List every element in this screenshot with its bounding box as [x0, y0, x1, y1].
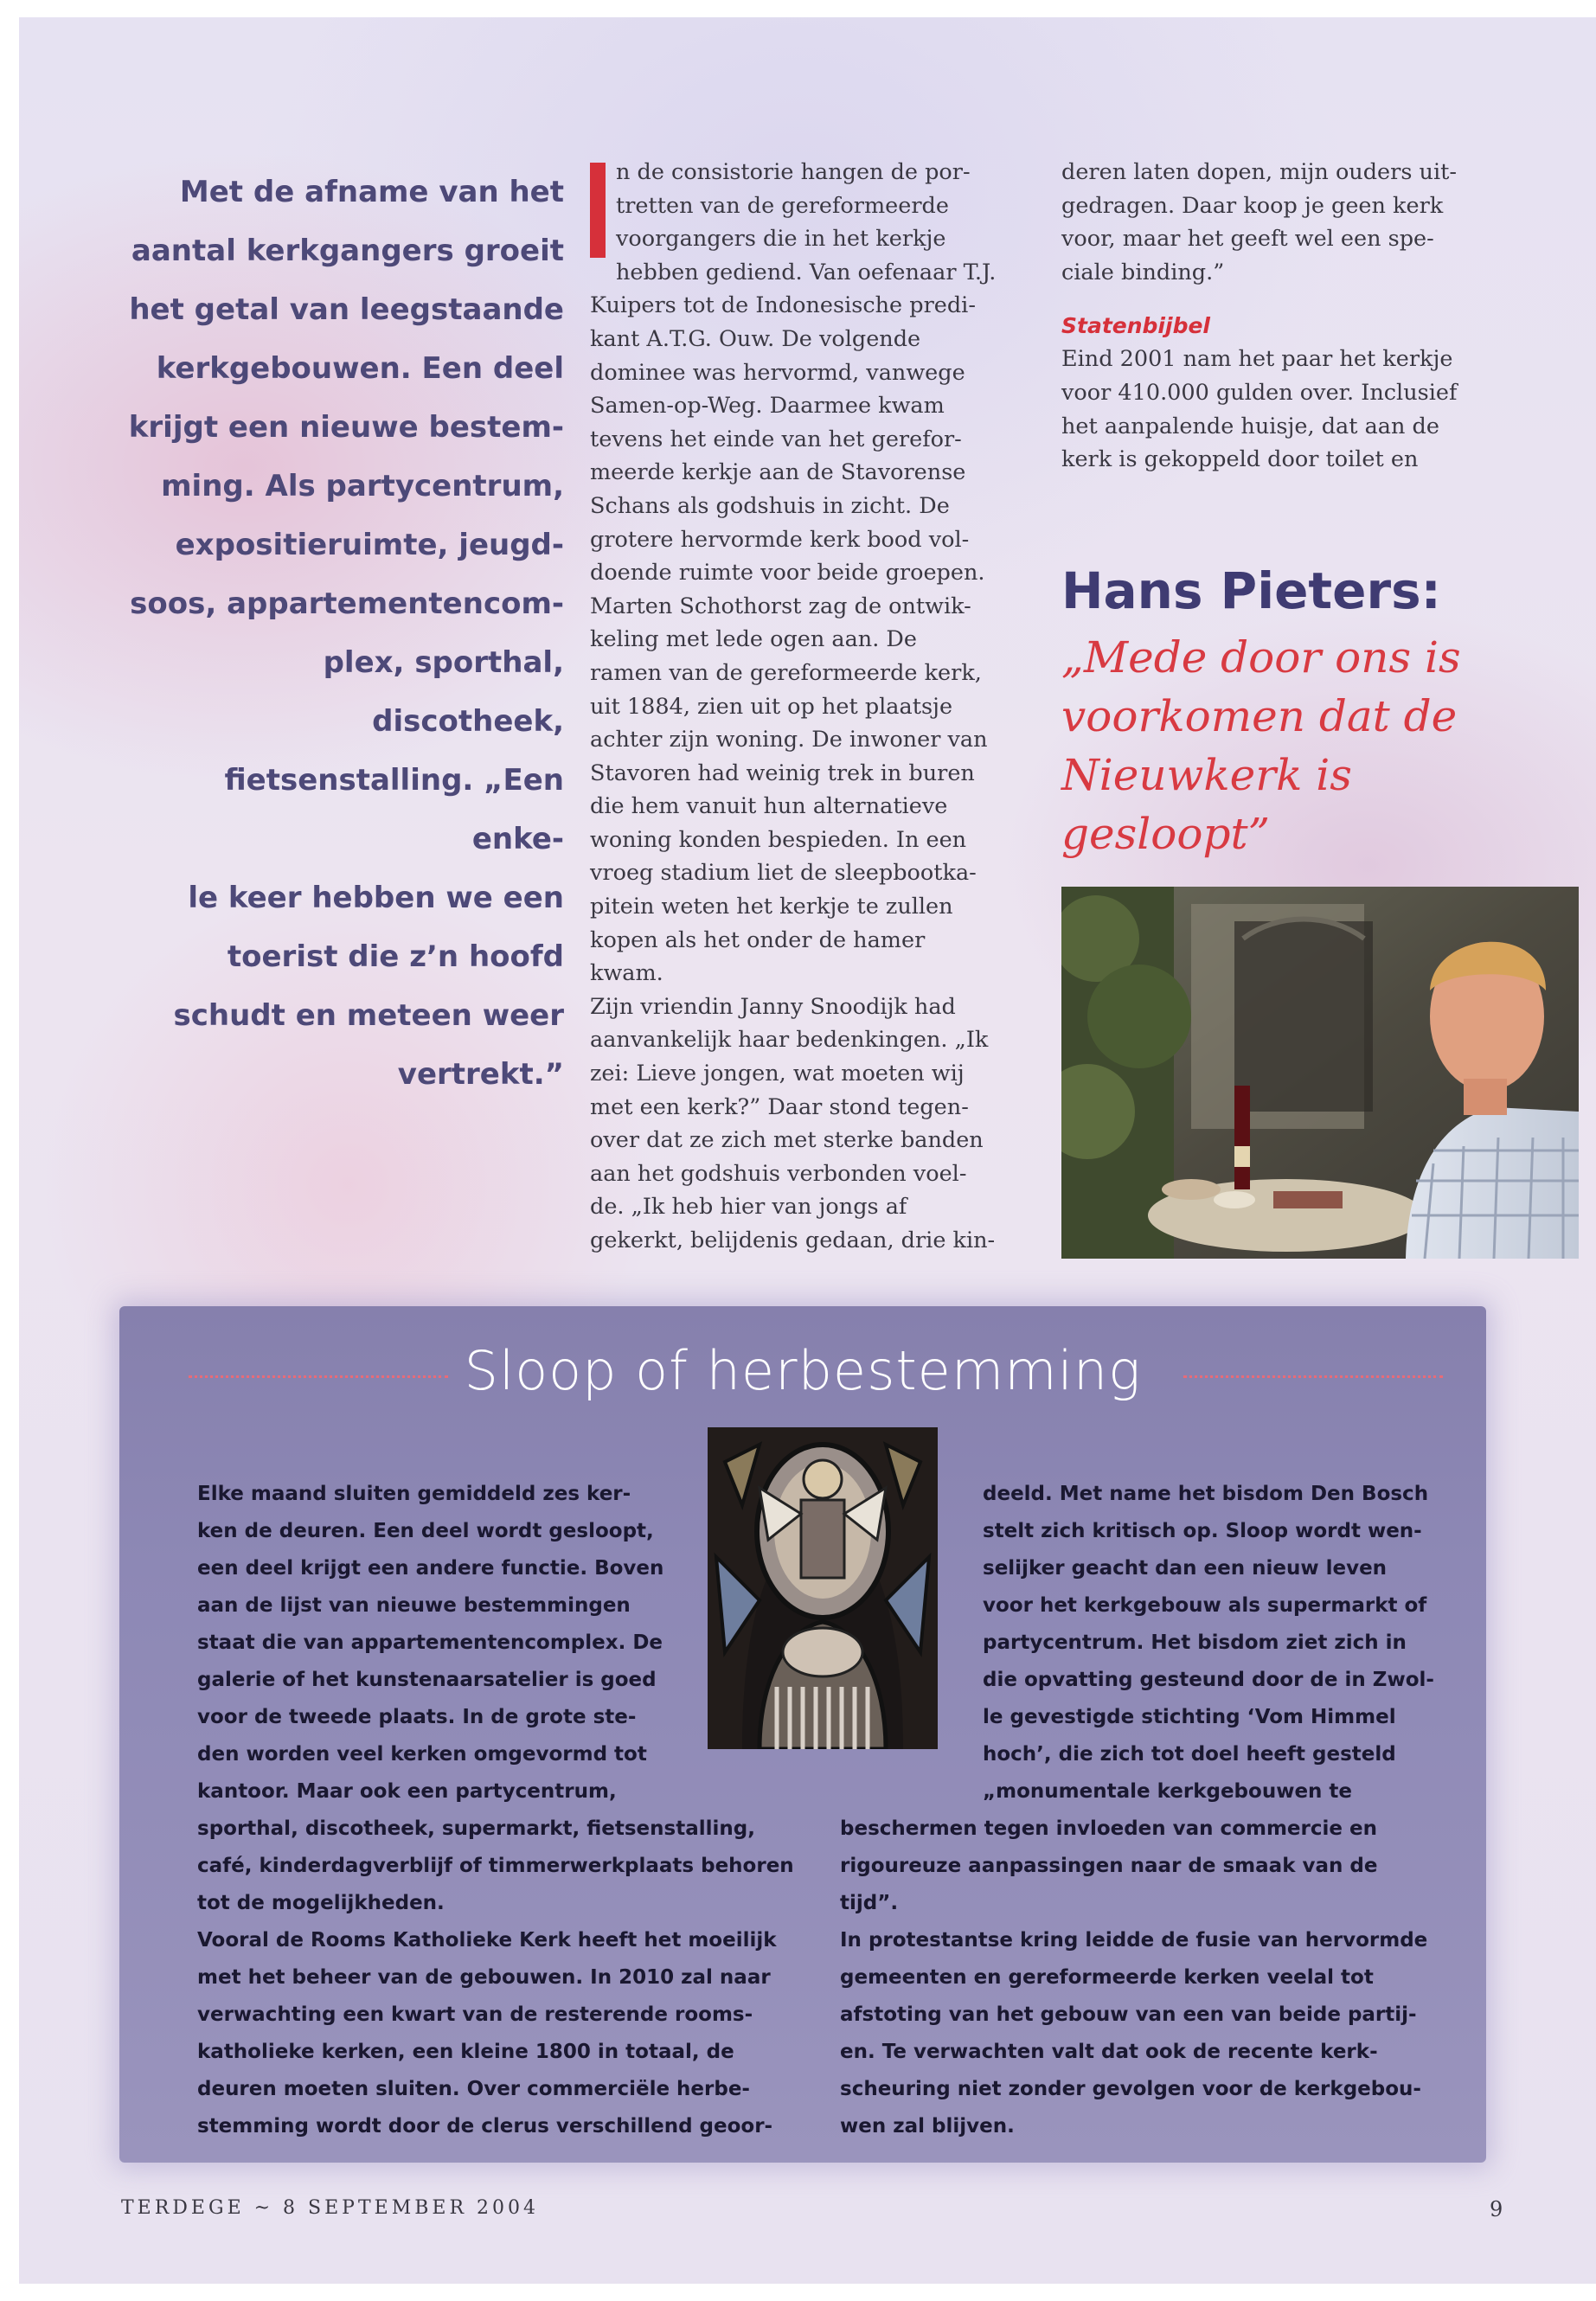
stained-glass-image [708, 1427, 938, 1749]
article-line: doende ruimte voor beide groepen. [590, 560, 985, 586]
article-column-right [1061, 156, 1546, 477]
box-line: deeld. Met name het bisdom Den Bosch [983, 1483, 1429, 1505]
article-line: keling met lede ogen aan. De [590, 626, 917, 653]
box-title: Sloop of herbestemming [464, 1339, 1142, 1402]
box-line: tot de mogelijkheden. [197, 1892, 445, 1914]
quote-line: Nieuwkerk is [1061, 750, 1352, 800]
box-line: ken de deuren. Een deel wordt gesloopt, [197, 1520, 654, 1542]
box-line: verwachting een kwart van de resterende rooms- [197, 2003, 753, 2026]
article-line: Stavoren had weinig trek in buren [590, 760, 975, 786]
pull-quote-line: fietsenstalling. „Een enke- [224, 763, 564, 856]
box-line: In protestantse kring leidde de fusie van hervormde [840, 1929, 1428, 1952]
article-line: voorgangers die in het kerkje [616, 226, 946, 253]
pull-quote-line: expositieruimte, jeugd- [175, 528, 564, 562]
article-line: de. „Ik heb hier van jongs af [590, 1194, 907, 1221]
box-line: met het beheer van de gebouwen. In 2010 zal naar [197, 1966, 771, 1989]
box-text-left-long [197, 1811, 820, 2145]
article-line: kerk is gekoppeld door toilet en [1061, 446, 1419, 473]
article-line: gedragen. Daar koop je geen kerk [1061, 192, 1444, 219]
box-line: stemming wordt door de clerus verschillend geoor- [197, 2115, 773, 2138]
pull-quote-line: krijgt een nieuwe bestem- [128, 410, 564, 445]
quote-text [1061, 628, 1580, 863]
pull-quote-line: het getal van leegstaande [129, 292, 564, 327]
box-line: „monumentale kerkgebouwen te [983, 1780, 1353, 1803]
subheading: Statenbijbel [1061, 313, 1210, 339]
article-line: ramen van de gereformeerde kerk, [590, 659, 982, 686]
box-text-right-short [983, 1476, 1467, 1811]
box-line: stelt zich kritisch op. Sloop wordt wen- [983, 1520, 1422, 1542]
article-line: kant A.T.G. Ouw. De volgende [590, 325, 921, 352]
pull-quote-line: plex, sporthal, discotheek, [323, 645, 564, 739]
pull-quote-line: Met de afname van het [179, 175, 564, 209]
box-line: een deel krijgt een andere functie. Boven [197, 1557, 664, 1580]
article-line: ciale binding.” [1061, 259, 1225, 285]
article-line: Samen-op-Weg. Daarmee kwam [590, 393, 945, 420]
article-line: voor 410.000 gulden over. Inclusief [1061, 379, 1458, 406]
article-line: achter zijn woning. De inwoner van [590, 727, 988, 753]
footer-publication: TERDEGE ~ 8 SEPTEMBER 2004 [121, 2197, 540, 2219]
article-line: hebben gediend. Van oefenaar T.J. [616, 259, 997, 285]
box-text-right-long [840, 1811, 1471, 2145]
article-line: woning konden bespieden. In een [590, 826, 967, 853]
box-line: beschermen tegen invloeden van commercie en [840, 1817, 1377, 1840]
article-line: tevens het einde van het gerefor- [590, 426, 962, 452]
pull-quote-line: vertrekt.” [397, 1057, 564, 1092]
box-line: café, kinderdagverblijf of timmerwerkplaats behoren [197, 1855, 794, 1877]
box-line: wen zal blijven. [840, 2115, 1015, 2138]
box-line: partycentrum. Het bisdom ziet zich in [983, 1631, 1407, 1654]
article-line: het aanpalende huisje, dat aan de [1061, 413, 1439, 439]
portrait-photo [1061, 887, 1579, 1259]
box-line: rigoureuze aanpassingen naar de smaak van de [840, 1855, 1378, 1877]
quote-speaker: Hans Pieters: [1061, 561, 1441, 620]
article-line: aanvankelijk haar bedenkingen. „Ik [590, 1027, 989, 1054]
article-line: Kuipers tot de Indonesische predi- [590, 292, 976, 319]
article-column-middle [590, 156, 1040, 1258]
box-line: galerie of het kunstenaarsatelier is goed [197, 1669, 657, 1691]
article-line: dominee was hervormd, vanwege [590, 359, 965, 386]
article-line: tretten van de gereformeerde [616, 192, 949, 219]
article-line: Eind 2001 nam het paar het kerkje [1061, 346, 1453, 373]
box-line: tijd”. [840, 1892, 899, 1914]
box-line: staat die van appartementencomplex. De [197, 1631, 663, 1654]
pull-quote-line: soos, appartementencom- [130, 586, 564, 621]
pull-quote-line: kerkgebouwen. Een deel [156, 351, 564, 386]
box-line: deuren moeten sluiten. Over commerciële herbe- [197, 2078, 750, 2100]
article-line: n de consistorie hangen de por- [616, 159, 971, 185]
article-line: vroeg stadium liet de sleepbootka- [590, 860, 977, 887]
article-line: pitein weten het kerkje te zullen [590, 894, 953, 920]
article-line: aan het godshuis verbonden voel- [590, 1160, 967, 1187]
box-line: Elke maand sluiten gemiddeld zes ker- [197, 1483, 631, 1505]
stained-glass-svg [708, 1427, 938, 1749]
article-line: voor, maar het geeft wel een spe- [1061, 226, 1434, 253]
box-line: le gevestigde stichting ‘Vom Himmel [983, 1706, 1396, 1728]
article-line: meerde kerkje aan de Stavorense [590, 459, 966, 486]
box-line: kantoor. Maar ook een partycentrum, [197, 1780, 617, 1803]
quote-line: „Mede door ons is [1061, 632, 1461, 683]
article-line: gekerkt, belijdenis gedaan, drie kin- [590, 1227, 996, 1253]
article-line: deren laten dopen, mijn ouders uit- [1061, 159, 1457, 185]
page-number: 9 [1490, 2197, 1503, 2221]
pull-quote-line: ming. Als partycentrum, [161, 469, 564, 503]
portrait-photo-image [1061, 887, 1579, 1259]
box-line: voor de tweede plaats. In de grote ste- [197, 1706, 637, 1728]
pull-quote [123, 163, 564, 1104]
quote-line: voorkomen dat de [1061, 691, 1458, 741]
article-line: grotere hervormde kerk bood vol- [590, 526, 970, 553]
pull-quote-line: schudt en meteen weer [173, 998, 564, 1033]
box-line: den worden veel kerken omgevormd tot [197, 1743, 647, 1766]
article-line: over dat ze zich met sterke banden [590, 1127, 984, 1154]
box-line: hoch’, die zich tot doel heeft gesteld [983, 1743, 1396, 1766]
box-line: voor het kerkgebouw als supermarkt of [983, 1594, 1427, 1617]
box-line: en. Te verwachten valt dat ook de recente kerk- [840, 2041, 1378, 2063]
box-text-left-short [197, 1476, 682, 1811]
box-line: katholieke kerken, een kleine 1800 in totaal, de [197, 2041, 734, 2063]
box-line: aan de lijst van nieuwe bestemmingen [197, 1594, 631, 1617]
article-line: kopen als het onder de hamer [590, 926, 926, 953]
box-line: Vooral de Rooms Katholieke Kerk heeft het moeilijk [197, 1929, 777, 1952]
sidebar-box [119, 1306, 1486, 2163]
magazine-page [19, 17, 1596, 2284]
article-line: uit 1884, zien uit op het plaatsje [590, 693, 953, 720]
box-line: selijker geacht dan een nieuw leven [983, 1557, 1388, 1580]
box-line: die opvatting gesteund door de in Zwol- [983, 1669, 1434, 1691]
box-line: gemeenten en gereformeerde kerken veelal tot [840, 1966, 1374, 1989]
article-line: Schans als godshuis in zicht. De [590, 492, 950, 519]
box-line: afstoting van het gebouw van een van beide partij- [840, 2003, 1417, 2026]
pull-quote-line: aantal kerkgangers groeit [131, 234, 564, 268]
article-line: kwam. [590, 960, 663, 987]
article-line: die hem vanuit hun alternatieve [590, 793, 948, 820]
article-line: met een kerk?” Daar stond tegen- [590, 1093, 969, 1120]
quote-line: gesloopt” [1061, 809, 1271, 859]
article-line: Zijn vriendin Janny Snoodijk had [590, 993, 956, 1020]
drop-cap-bar [590, 163, 606, 258]
article-line: Marten Schothorst zag de ontwik- [590, 593, 971, 619]
pull-quote-line: le keer hebben we een [188, 881, 564, 915]
pull-quote-line: toerist die z’n hoofd [227, 939, 564, 974]
box-line: scheuring niet zonder gevolgen voor de kerkgebou- [840, 2078, 1421, 2100]
article-line: zei: Lieve jongen, wat moeten wij [590, 1061, 965, 1087]
box-line: sporthal, discotheek, supermarkt, fietsenstalling, [197, 1817, 755, 1840]
